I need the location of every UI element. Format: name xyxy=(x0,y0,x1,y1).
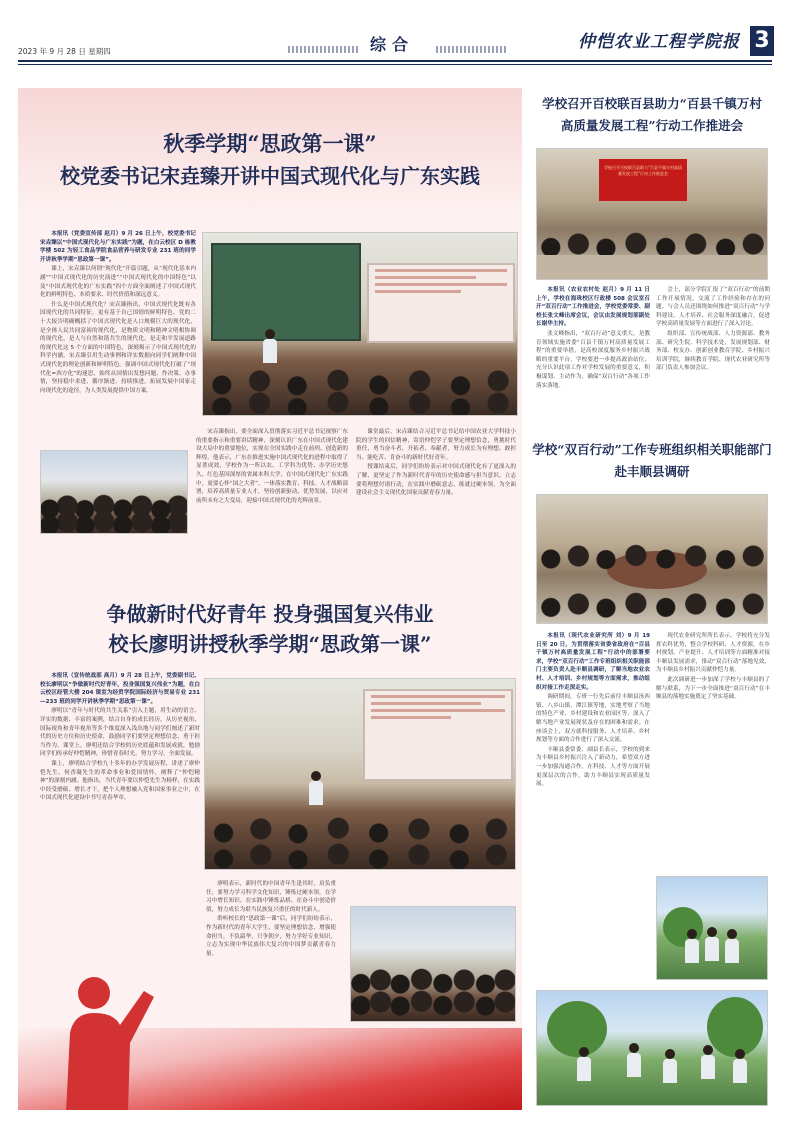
article4-paragraph: 此次调研进一步加深了学校与丰顺县的了解与联系，为下一步全面推进“双百行动”在丰顺县的落地实施奠定了坚实基础。 xyxy=(656,676,770,701)
audience-heads-front xyxy=(205,835,515,870)
article3-lead: 本报讯（农业农村处 赵月）9 月 11 日上午，学校在海珠校区行政楼 508 会议室召开“双百行动”工作推进会，学校党委常委、副校长张文峰出席会议，会议由发展规划部副处长谢华主持。 xyxy=(536,287,650,328)
article1-lecture-photo xyxy=(202,232,518,416)
article1-paragraph: 什么是中国式现代化？宋垚臻指出，中国式现代化既有各国现代化的共同特征，更有基于自己国情的鲜明特色。党的二十大报告明确概括了中国式现代化是人口规模巨大的现代化，是全体人民共同富裕的现代化，是物质文明和精神文明相协调的现代化，是人与自然和谐共生的现代化，是走和平发展道路的现代化这 5 个方面的中国特色，深刻揭示了中国式现代化的科学内涵。宋垚臻引用生动事例和详实数据向同学们阐释中国式现代化的理论创新和鲜明特色。强调中国式现代化打破了“现代化=西方化”的迷思，始终从国情出发想问题、作决策、办事情，坚持稳中求进、循序渐进、持续推进，拓展发展中国家走向现代化的途径，为人类发展提供中国方案。 xyxy=(40,301,196,394)
article4-meeting-photo xyxy=(536,494,768,624)
header-decoration-left xyxy=(288,46,360,53)
students-heads-front xyxy=(351,985,515,1019)
article4-title-line2: 赴丰顺县调研 xyxy=(614,464,690,479)
meeting-table xyxy=(537,255,767,280)
article1-lead: 本报讯（党委宣传部 赵月）9 月 26 日上午，校党委书记宋垚臻以“中国式现代化与广东实践”为题，在白云校区 D 栋教学楼 502 为轻工食品学院食品营养与研发专业 231 班的同学开讲秋季学期“思政第一课”。 xyxy=(40,231,196,263)
page-number: 3 xyxy=(750,26,774,56)
newspaper-masthead: 仲恺农业工程学院报 xyxy=(578,32,740,52)
visitor-figure xyxy=(685,929,699,963)
article4-paragraph: 丰顺县委常委、副县长表示，学校的到来为丰顺县乡村振兴注入了新动力，希望双方进一步加强沟通合作，在科技、人才等方面开展更深层次的合作，助力丰顺县实现高质量发展。 xyxy=(536,746,650,788)
visitor-figure xyxy=(627,1043,641,1077)
article1-paragraph: 课上，宋垚臻以何谓“现代化”开篇引题，从“现代化基本内涵”“中国式现代化的历史演进”“中国式现代化的中国特色”以及“中国式现代化的广东实践”四个方面全面阐述了中国式现代化的鲜明特色、本质要求、时代价值和深远意义。 xyxy=(40,266,196,299)
visitor-figure xyxy=(733,1049,747,1083)
header-decoration-right xyxy=(436,46,508,53)
article1-text-col1 xyxy=(40,230,196,448)
students-heads-front xyxy=(41,507,187,534)
article4-text-col2 xyxy=(656,632,770,870)
article4-lead: 本报讯（现代农业研究所 刘）9 月 19 日至 20 日，为贯彻落实省委省政府在“百县千镇万村高质量发展工程”行动中的部署要求，学校“双百行动”工作专班组织相关职能部门主要负责人赴丰顺县调研，了解当地农业农村、人才培训、乡村规划等方面需求，推动组织对接工作走深走实。 xyxy=(536,633,650,691)
article1-title-line1: 秋季学期“思政第一课” xyxy=(163,131,377,156)
tree xyxy=(707,997,763,1057)
article4-field-photo-large xyxy=(536,990,768,1106)
article4-title-line1: 学校“双百行动”工作专班组织相关职能部门 xyxy=(532,442,772,457)
article1-paragraph: 宋垚臻指出，要全面深入贯彻落实习近平总书记视察广东的重要指示和重要讲话精神，深刻认识广东在中国式现代化建设大局中的重要地位，实现在全国实践中走在前列、创造新的辉煌。他表示，广东在推进实施中国式现代化的进程中取得了显著成效，学校作为一所以农、工学科为优势、办学历史悠久、红色基因深厚的省属本科大学，在中国式现代化广东实践中，更要心怀“国之大者”，一体落实教育、科技、人才战略部署，培养高质量专业人才，坚持创新驱动、优势发展，以应对前所未有之大变局，迎接中国式现代化的光辉前景。 xyxy=(196,429,348,504)
article4-paragraph: 调研期间，专班一行先后前往丰顺县汤西镇、八乡山镇、潭江镇等地，实地考察了当地的特色产业、乡村建设和农业园区等，深入了解当地产业发展现状及存在的困难和需求。在座谈会上，双方就科技服务、人才培养、乡村规划等方面的合作进行了深入交流。 xyxy=(536,694,650,744)
article1-paragraph: 课堂最后，宋垚臻结合习近平总书记给中国农业大学科技小院的学生的回信精神，寄语仲恺学子要坚定理想信念，勇挑时代重任，勇当奋斗者、开拓者、奉献者，努力成长为有理想、敢担当、能吃苦、肯奋斗的新时代好青年。 xyxy=(356,429,516,461)
meeting-banner: 学校召开百校联百县助力“百县千镇万村高质量发展工程”行动工作推进会 xyxy=(599,159,687,201)
article3-title-line2: 高质量发展工程”行动工作推进会 xyxy=(560,118,744,133)
article3-meeting-photo xyxy=(536,148,768,280)
lecturer-figure xyxy=(263,329,277,363)
article4-field-photo-small xyxy=(656,876,768,980)
article2-paragraph: 聆听校长的“思政第一课”后，同学们纷纷表示，作为新时代的青年大学生，要坚定理想信念，增强使命担当，不负韶华，只争朝夕，努力学好专业知识，立志为实现中华民族伟大复兴的中国梦贡献青春力量。 xyxy=(206,916,336,957)
visitor-figure xyxy=(701,1045,715,1079)
attendees-heads xyxy=(537,541,767,571)
article2-paragraph: 课上，廖明结合学校九十多年的办学发展历程，讲述了廖仲恺先生、何香凝先生的革命事业和爱国情怀，阐释了“仲恺精神”的深刻内涵。他指出，当代青年要以仲恺先生为榜样，在实践中经受磨砺、增长才干，把个人理想融入党和国家事业之中，在中国式现代化建设中书写青春华章。 xyxy=(40,760,200,802)
chalkboard xyxy=(211,243,361,341)
header-rule-thin xyxy=(18,64,772,65)
audience-heads-front xyxy=(203,383,517,416)
article1-text-col3 xyxy=(356,428,516,550)
visitor-figure xyxy=(663,1049,677,1083)
youth-silhouette-icon xyxy=(48,963,158,1110)
left-feature-area xyxy=(18,88,522,1110)
article3-title-line1: 学校召开百校联百县助力“百县千镇万村 xyxy=(542,96,762,111)
article2-title-line1: 争做新时代好青年 投身强国复兴伟业 xyxy=(106,602,434,626)
article3-paragraph: 组织部、宣传统战部、人力资源部、教务部、研究生院、科学技术处、发展规划部、财务部、校友办、创新创业教育学院、乡村振兴培训学院，继续教育学院、现代农业研究所等部门负责人参加会议。 xyxy=(656,330,770,372)
article2-lecture-photo xyxy=(204,678,516,870)
article3-paragraph: 会上，部分学院汇报了“双百行动”的前期工作开展情况，交流了工作经验和存在的问题。与会人员还围绕如何推进“双百行动”与学科建设、人才培养、社会服务深度融合，促进学校高质量发展等方面进行了深入讨论。 xyxy=(656,287,770,328)
visitor-figure xyxy=(705,927,719,961)
article1-text-col2 xyxy=(196,428,348,550)
header-rule xyxy=(18,60,772,62)
attendees-heads-front xyxy=(537,587,767,621)
article1-title-line2: 校党委书记宋垚臻开讲中国式现代化与广东实践 xyxy=(60,164,480,188)
article3-text-col1 xyxy=(536,286,650,426)
article1-classroom-photo xyxy=(40,450,188,534)
article4-paragraph: 现代农业研究所所长表示，学校将充分发挥农科优势，整合学校科研、人才资源，在乡村规划、产业提升、人才培训等方面精准对接丰顺县发展需求，推动“双百行动”落地见效，为丰顺县乡村振兴贡献仲恺力量。 xyxy=(656,633,770,674)
issue-date: 2023 年 9 月 28 日 星期四 xyxy=(18,47,111,56)
article2-lead: 本报讯（宣传统战部 高月）9 月 28 日上午，党委副书记、校长廖明以“争做新时代好青年，投身强国复兴伟业”为题，在白云校区经管大楼 204 课室为经贸学院国际经济与贸易专业 231—233 班的同学开讲秋季学期“思政第一课”。 xyxy=(40,673,200,705)
article3-paragraph: 张文峰指出，“双百行动”意义重大，是教育领域实施省委“百县千镇万村高质量发展工程”的重要举措，是高校深度服务乡村振兴战略的重要平台，学校要进一步提高政治站位，充分认识此项工作对学校发展的重要意义，积极谋划、主动作为，确保“双百行动”各项工作落实落地。 xyxy=(536,330,650,389)
article2-text-col2 xyxy=(206,880,336,1048)
article3-text-col2 xyxy=(656,286,770,426)
section-title: 综合 xyxy=(370,35,415,54)
article2-text-col1 xyxy=(40,672,200,898)
visitor-figure xyxy=(725,929,739,963)
projection-screen xyxy=(367,263,515,343)
article1-paragraph: 授课结束后，同学们纷纷表示对中国式现代化有了更深入的了解，更坚定了作为新时代青年的历史使命感与担当意识，立志要将理想付诸行动，在实践中磨砺意志，练就过硬本领，为全面建设社会主义现代化国家贡献青春力量。 xyxy=(356,464,516,497)
projection-screen xyxy=(363,689,513,781)
article2-paragraph: 廖明表示，新时代的中国青年生逢其时，肩负重任，要努力学习科学文化知识，锤炼过硬本领，在学习中增长知识、在实践中锤炼品格、在奋斗中创造价值，努力成长为堪当民族复兴重任的时代新人。 xyxy=(206,881,336,913)
visitor-figure xyxy=(577,1047,591,1081)
article2-classroom-photo xyxy=(350,906,516,1022)
article2-paragraph: 廖明以“青年与时代的共生关系”引入主题，用生动的语言、详实的数据、丰富的案例，结合自身的成长经历，从历史视角、国际视角和青年视角等多个维度深入浅出地与同学们阐述了新时代的历史方位和历史使命，鼓励同学们要坚定理想信念、勇于担当作为。课堂上，廖明还结合学校的历史底蕴和发展成就，勉励同学们传承好仲恺精神，珍惜青春时光，努力学习，全面发展。 xyxy=(40,708,200,758)
article2-title-line2: 校长廖明讲授秋季学期“思政第一课” xyxy=(108,632,432,656)
article4-text-col1 xyxy=(536,632,650,992)
page-header xyxy=(18,26,772,60)
speaker-figure xyxy=(309,771,323,805)
